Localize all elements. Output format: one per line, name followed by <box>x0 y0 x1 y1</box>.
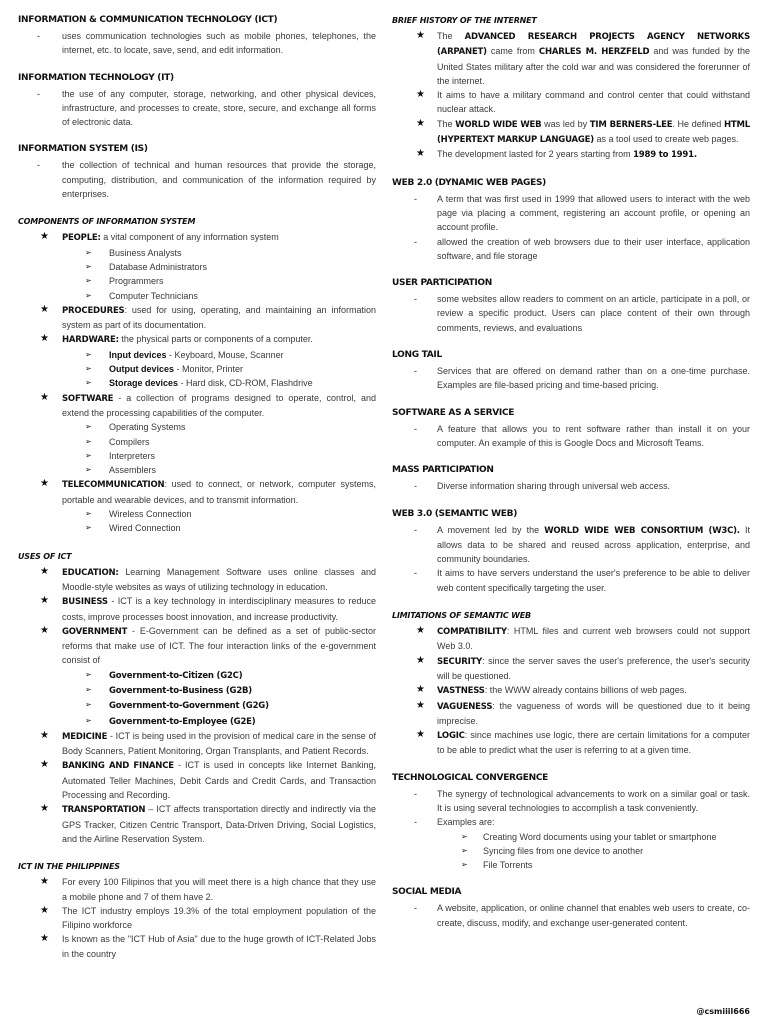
list-item: ★ EDUCATION: Learning Management Software uses online classes and Moodle-style websites as ways of utilizing technology in education. <box>40 565 376 592</box>
section-social-media <box>392 886 750 930</box>
dash-bullet-icon: - <box>414 817 417 828</box>
sub-item: ➢ Wired Connection <box>18 521 376 535</box>
list-item: - A movement led by the WORLD WIDE WEB CONSORTIUM (W3C). It allows data to be shared and reused across application, enterprise, and community boundaries. <box>414 524 750 565</box>
section-convergence <box>392 772 750 873</box>
list-item: - A website, application, or online channel that enables web users to create, co-create, discuss, modify, and exchange user-generated content. <box>414 903 750 928</box>
section-ict <box>18 14 376 58</box>
sub-item: ➢ Output devices - Monitor, Printer <box>18 362 376 376</box>
list-item: ★ BANKING AND FINANCE - ICT is used in concepts like Internet Banking, Automated Teller Machines, Debit Cards and Credit Cards, and Transaction Processing and Recording. <box>40 759 376 801</box>
sub-item: ➢ Wireless Connection <box>18 507 376 521</box>
arrow-bullet-icon: ➢ <box>85 422 92 432</box>
section-heading: USES OF ICT <box>18 551 72 561</box>
list-item: - A feature that allows you to rent software rather than install it on your computer. An example of this is Google Docs and Microsoft Teams. <box>414 423 750 448</box>
dash-bullet-icon: - <box>414 524 417 535</box>
list-item: - It aims to have servers understand the user's preference to be able to deliver web content specifically targeting the user. <box>414 568 750 593</box>
arrow-bullet-icon: ➢ <box>85 436 92 446</box>
star-bullet-icon: ★ <box>40 876 49 888</box>
section-is <box>18 143 376 201</box>
star-bullet-icon: ★ <box>40 565 49 577</box>
list-item: - the use of any computer, storage, networking, and other physical devices, infrastructure, and processes to create, store, secure, and exchange all forms of electronic data. <box>37 88 376 128</box>
list-item: - some websites allow readers to comment on an article, participate in a poll, or review a specific product. Users can place content of their own through comments, reviews, and evaluations <box>414 294 750 333</box>
section-it <box>18 72 376 130</box>
list-item: ★ SOFTWARE - a collection of programs designed to operate, control, and extend the processing capabilities of the computer. <box>40 391 376 418</box>
arrow-bullet-icon: ➢ <box>85 349 92 359</box>
list-item: - Diverse information sharing through universal web access. <box>392 479 750 493</box>
list-item: ★ For every 100 Filipinos that you will meet there is a high chance that they use a mobile phone and 7 of them have 2. <box>40 876 376 902</box>
star-bullet-icon: ★ <box>40 904 49 916</box>
arrow-bullet-icon: ➢ <box>461 860 468 870</box>
list-item: ★ SECURITY: since the server saves the user's preference, the user's security will be questioned. <box>416 654 750 681</box>
section-heading: SOCIAL MEDIA <box>392 887 462 898</box>
dash-bullet-icon: - <box>414 903 417 914</box>
sub-item: ➢ Government-to-Employee (G2E) <box>85 715 256 727</box>
star-bullet-icon: ★ <box>416 148 425 160</box>
arrow-bullet-icon: ➢ <box>85 465 92 475</box>
list-item: - Services that are offered on demand rather than on a one-time purchase. Examples are file-based pricing and time-based pricing. <box>414 366 750 391</box>
star-bullet-icon: ★ <box>40 333 49 345</box>
section-heading: BRIEF HISTORY OF THE INTERNET <box>392 16 537 25</box>
sub-item: ➢ Government-to-Government (G2G) <box>85 700 269 712</box>
list-item: ★ GOVERNMENT - E-Government can be defined as a set of public-sector reforms that make use of ICT. The four interaction links of the e-government consist of <box>40 624 376 666</box>
section-heading: WEB 3.0 (SEMANTIC WEB) <box>392 508 518 519</box>
section-heading: TECHNOLOGICAL CONVERGENCE <box>392 772 548 783</box>
sub-item: ➢ Assemblers <box>18 463 376 477</box>
arrow-bullet-icon: ➢ <box>85 715 92 725</box>
star-bullet-icon: ★ <box>40 624 49 636</box>
dash-bullet-icon: - <box>414 481 417 492</box>
sub-item: ➢ Database Administrators <box>18 260 376 274</box>
list-item: - uses communication technologies such as mobile phones, telephones, the internet, etc. to locate, save, send, and edit information. <box>37 31 376 56</box>
sub-item: ➢ Compilers <box>18 435 376 449</box>
section-web2 <box>392 177 750 263</box>
star-bullet-icon: ★ <box>40 803 49 815</box>
star-bullet-icon: ★ <box>40 595 49 607</box>
list-item: ★ COMPATIBILITY: HTML files and current web browsers could not support Web 3.0. <box>416 625 750 652</box>
sub-item: ➢ Computer Technicians <box>18 289 376 303</box>
arrow-bullet-icon: ➢ <box>85 261 92 271</box>
star-bullet-icon: ★ <box>416 729 425 741</box>
arrow-bullet-icon: ➢ <box>85 684 92 694</box>
arrow-bullet-icon: ➢ <box>85 669 92 679</box>
sub-item: ➢ Storage devices - Hard disk, CD-ROM, Flashdrive <box>18 376 376 390</box>
arrow-bullet-icon: ➢ <box>85 509 92 519</box>
list-item: - A term that was first used in 1999 that allowed users to interact with the web page via placing a comment, registering an account profile, or opening an account profile. <box>414 193 750 233</box>
list-item: ★ VASTNESS: the WWW already contains billions of web pages. <box>416 684 687 697</box>
star-bullet-icon: ★ <box>40 933 49 945</box>
arrow-bullet-icon: ➢ <box>461 845 468 855</box>
sub-item: ➢ Syncing files from one device to another <box>392 844 750 858</box>
dash-bullet-icon: - <box>414 568 417 579</box>
star-bullet-icon: ★ <box>40 391 49 403</box>
list-item: ★ TELECOMMUNICATION: used to connect, or network, computer systems, portable and wearable devices, and to transmit information. <box>40 478 376 505</box>
arrow-bullet-icon: ➢ <box>85 290 92 300</box>
left-column <box>18 14 376 975</box>
star-bullet-icon: ★ <box>416 654 425 666</box>
section-heading: LONG TAIL <box>392 350 442 361</box>
dash-bullet-icon: - <box>414 193 417 204</box>
list-item: ★ The WORLD WIDE WEB was led by TIM BERNERS-LEE. He defined HTML (HYPERTEXT MARKUP LANGUAGE) as a tool used to create web pages. <box>416 117 750 146</box>
arrow-bullet-icon: ➢ <box>85 276 92 286</box>
section-heading: SOFTWARE AS A SERVICE <box>392 407 515 418</box>
sub-item: ➢ Interpreters <box>18 449 376 463</box>
star-bullet-icon: ★ <box>416 30 425 41</box>
star-bullet-icon: ★ <box>416 684 425 696</box>
star-bullet-icon: ★ <box>40 231 49 243</box>
list-item: ★ PEOPLE: a vital component of any information system <box>40 231 279 244</box>
section-saas <box>392 407 750 451</box>
arrow-bullet-icon: ➢ <box>85 378 92 388</box>
star-bullet-icon: ★ <box>40 303 49 315</box>
section-heading: LIMITATIONS OF SEMANTIC WEB <box>392 611 531 621</box>
dash-bullet-icon: - <box>414 236 417 247</box>
list-item: ★ PROCEDURES: used for using, operating, and maintaining an information system as part of its documentation. <box>40 303 376 331</box>
section-heading: INFORMATION & COMMUNICATION TECHNOLOGY (ICT) <box>18 15 278 25</box>
arrow-bullet-icon: ➢ <box>85 700 92 710</box>
dash-bullet-icon: - <box>414 294 417 305</box>
star-bullet-icon: ★ <box>416 117 425 129</box>
list-item: ★ HARDWARE: the physical parts or components of a computer. <box>40 333 313 346</box>
sub-item: ➢ Input devices - Keyboard, Mouse, Scanner <box>18 348 376 362</box>
star-bullet-icon: ★ <box>40 759 49 771</box>
list-item: ★ It aims to have a military command and control center that could withstand nuclear attack. <box>416 89 750 115</box>
section-web3 <box>392 508 750 595</box>
section-philippines <box>18 860 376 961</box>
star-bullet-icon: ★ <box>40 729 49 741</box>
sub-item: ➢ Operating Systems <box>18 420 376 434</box>
section-long-tail <box>392 349 750 393</box>
list-item: ★ LOGIC: since machines use logic, there are certain limitations for a computer to be able to predict what the user is referring to at a given time. <box>416 729 750 756</box>
section-uses <box>18 550 376 847</box>
right-column <box>392 14 750 944</box>
dash-bullet-icon: - <box>414 423 417 434</box>
section-limitations <box>392 609 750 758</box>
list-item: - Examples are: <box>392 815 750 829</box>
star-bullet-icon: ★ <box>416 89 425 101</box>
sub-item: ➢ Government-to-Citizen (G2C) <box>85 669 243 681</box>
section-history <box>392 14 750 163</box>
arrow-bullet-icon: ➢ <box>85 364 92 374</box>
arrow-bullet-icon: ➢ <box>85 247 92 257</box>
list-item: ★ The development lasted for 2 years starting from 1989 to 1991. <box>416 148 697 161</box>
dash-bullet-icon: - <box>37 88 40 99</box>
sub-item: ➢ Government-to-Business (G2B) <box>85 684 252 696</box>
sub-item: ➢ Creating Word documents using your tablet or smartphone <box>392 830 750 844</box>
section-user-participation <box>392 277 750 335</box>
arrow-bullet-icon: ➢ <box>85 450 92 460</box>
list-item: ★ The ICT industry employs 19.3% of the total employment population of the Filipino workforce <box>40 904 376 931</box>
section-heading: COMPONENTS OF INFORMATION SYSTEM <box>18 217 196 227</box>
list-item: ★ MEDICINE - ICT is being used in the provision of medical care in the sense of Body Scanners, Patient Monitoring, Organ Transplants, and Patient Records. <box>40 729 376 757</box>
section-heading: ICT IN THE PHILIPPINES <box>18 862 120 872</box>
list-item: ★ The ADVANCED RESEARCH PROJECTS AGENCY NETWORKS (ARPANET) came from CHARLES M. HERZFELD and was funded by the United States military after the cold war and was considered the forerunner of the internet. <box>416 30 750 86</box>
author-signature: @csmiiil666 <box>696 1007 750 1016</box>
arrow-bullet-icon: ➢ <box>85 523 92 533</box>
star-bullet-icon: ★ <box>416 699 425 711</box>
section-heading: WEB 2.0 (DYNAMIC WEB PAGES) <box>392 177 546 188</box>
list-item: ★ Is known as the "ICT Hub of Asia" due to the huge growth of ICT-Related Jobs in the country <box>40 933 376 959</box>
dash-bullet-icon: - <box>37 160 40 171</box>
dash-bullet-icon: - <box>37 31 40 41</box>
section-mass-participation <box>392 464 750 493</box>
section-heading: INFORMATION SYSTEM (IS) <box>18 144 148 155</box>
section-components <box>18 215 376 535</box>
list-item: ★ VAGUENESS: the vagueness of words will be questioned due to it being imprecise. <box>416 699 750 726</box>
list-item: ★ BUSINESS - ICT is a key technology in interdisciplinary measures to reduce costs, improve processes boost innovation, and increase productivity. <box>40 595 376 622</box>
list-item: ★ TRANSPORTATION – ICT affects transportation directly and indirectly via the GPS Tracker, Citizen Centric Transport, Data-Driven Driving, Social Logistics, and the Airline Reservation System. <box>40 803 376 844</box>
star-bullet-icon: ★ <box>416 625 425 637</box>
list-item: - allowed the creation of web browsers due to their user interface, application software, and file storage <box>414 236 750 261</box>
list-item: - the collection of technical and human resources that provide the storage, computing, distribution, and communication of the information required by enterprises. <box>37 160 376 200</box>
list-item: - The synergy of technological advancements to work on a similar goal or task. It is using several technologies to accomplish a task conveniently. <box>414 788 750 813</box>
arrow-bullet-icon: ➢ <box>461 831 468 841</box>
section-heading: MASS PARTICIPATION <box>392 465 494 476</box>
section-heading: INFORMATION TECHNOLOGY (IT) <box>18 72 174 83</box>
section-heading: USER PARTICIPATION <box>392 278 493 289</box>
star-bullet-icon: ★ <box>40 478 49 490</box>
sub-item: ➢ Programmers <box>18 274 376 288</box>
sub-item: ➢ File Torrents <box>392 858 750 872</box>
dash-bullet-icon: - <box>414 366 417 377</box>
dash-bullet-icon: - <box>414 788 417 799</box>
sub-item: ➢ Business Analysts <box>18 246 376 260</box>
